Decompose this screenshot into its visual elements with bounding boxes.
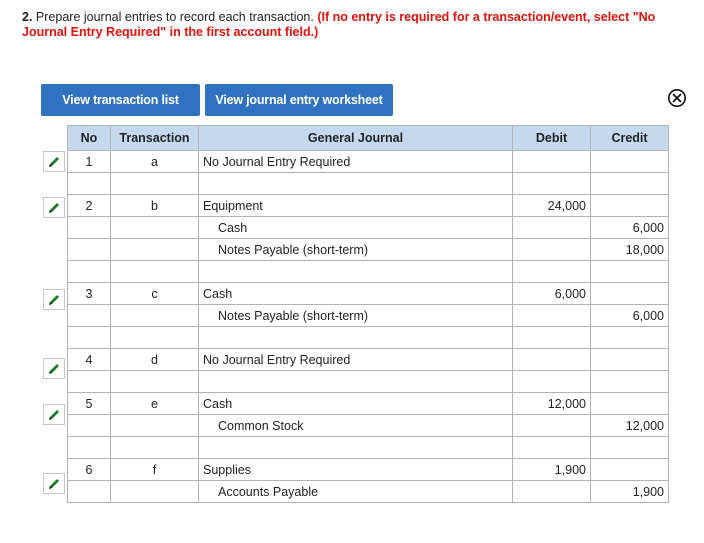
question-number: 2.: [22, 10, 33, 24]
credit-cell[interactable]: [591, 283, 669, 305]
no-cell: [68, 415, 111, 437]
account-cell[interactable]: Cash: [199, 217, 513, 239]
transaction-cell: c: [111, 283, 199, 305]
account-cell[interactable]: Cash: [199, 393, 513, 415]
credit-cell[interactable]: 6,000: [591, 217, 669, 239]
no-cell: [68, 327, 111, 349]
account-cell[interactable]: Notes Payable (short-term): [199, 239, 513, 261]
header-debit: Debit: [513, 126, 591, 151]
table-row: [68, 195, 669, 217]
no-cell: [68, 239, 111, 261]
transaction-cell: [111, 261, 199, 283]
no-cell: 1: [68, 151, 111, 173]
credit-cell[interactable]: [591, 459, 669, 481]
transaction-cell: [111, 415, 199, 437]
transaction-cell: f: [111, 459, 199, 481]
table-row: [68, 437, 669, 459]
account-cell[interactable]: No Journal Entry Required: [199, 349, 513, 371]
view-transaction-list-button[interactable]: View transaction list: [41, 84, 200, 116]
header-no: No: [68, 126, 111, 151]
no-cell: [68, 371, 111, 393]
table-row: [68, 481, 669, 503]
transaction-cell: [111, 481, 199, 503]
credit-cell[interactable]: [591, 437, 669, 459]
debit-cell[interactable]: [513, 151, 591, 173]
account-cell[interactable]: [199, 327, 513, 349]
credit-cell[interactable]: [591, 327, 669, 349]
account-cell[interactable]: [199, 261, 513, 283]
no-cell: 2: [68, 195, 111, 217]
credit-cell[interactable]: [591, 349, 669, 371]
no-cell: [68, 261, 111, 283]
transaction-cell: [111, 327, 199, 349]
table-row: [68, 217, 669, 239]
edit-entry-2-icon[interactable]: [43, 197, 65, 218]
credit-cell[interactable]: 6,000: [591, 305, 669, 327]
debit-cell[interactable]: [513, 349, 591, 371]
table-row: [68, 151, 669, 173]
debit-cell[interactable]: 24,000: [513, 195, 591, 217]
account-cell[interactable]: [199, 173, 513, 195]
question-text: Prepare journal entries to record each transaction.: [35, 10, 314, 24]
no-cell: 6: [68, 459, 111, 481]
no-cell: [68, 173, 111, 195]
edit-entry-5-icon[interactable]: [43, 404, 65, 425]
journal-table: [67, 125, 669, 503]
transaction-cell: a: [111, 151, 199, 173]
credit-cell[interactable]: 12,000: [591, 415, 669, 437]
transaction-cell: e: [111, 393, 199, 415]
account-cell[interactable]: No Journal Entry Required: [199, 151, 513, 173]
table-row: [68, 393, 669, 415]
no-cell: [68, 217, 111, 239]
edit-entry-1-icon[interactable]: [43, 151, 65, 172]
transaction-cell: [111, 371, 199, 393]
view-journal-entry-worksheet-button[interactable]: View journal entry worksheet: [205, 84, 393, 116]
no-cell: 5: [68, 393, 111, 415]
account-cell[interactable]: Supplies: [199, 459, 513, 481]
table-row: [68, 173, 669, 195]
table-row: [68, 283, 669, 305]
credit-cell[interactable]: [591, 261, 669, 283]
transaction-cell: d: [111, 349, 199, 371]
debit-cell[interactable]: [513, 261, 591, 283]
account-cell[interactable]: Accounts Payable: [199, 481, 513, 503]
no-cell: 3: [68, 283, 111, 305]
transaction-cell: b: [111, 195, 199, 217]
table-row: [68, 459, 669, 481]
debit-cell[interactable]: [513, 305, 591, 327]
table-row: [68, 371, 669, 393]
credit-cell[interactable]: [591, 393, 669, 415]
header-general-journal: General Journal: [199, 126, 513, 151]
credit-cell[interactable]: [591, 173, 669, 195]
no-cell: [68, 437, 111, 459]
debit-cell[interactable]: [513, 327, 591, 349]
table-row: [68, 261, 669, 283]
transaction-cell: [111, 239, 199, 261]
transaction-cell: [111, 217, 199, 239]
edit-entry-6-icon[interactable]: [43, 473, 65, 494]
debit-cell[interactable]: [513, 371, 591, 393]
transaction-cell: [111, 173, 199, 195]
no-cell: [68, 481, 111, 503]
account-cell[interactable]: [199, 437, 513, 459]
transaction-cell: [111, 437, 199, 459]
debit-cell[interactable]: [513, 239, 591, 261]
credit-cell[interactable]: [591, 371, 669, 393]
table-row: [68, 349, 669, 371]
table-row: [68, 415, 669, 437]
debit-cell[interactable]: 1,900: [513, 459, 591, 481]
header-transaction: Transaction: [111, 126, 199, 151]
account-cell[interactable]: Cash: [199, 283, 513, 305]
debit-cell[interactable]: [513, 217, 591, 239]
account-cell[interactable]: Equipment: [199, 195, 513, 217]
credit-cell[interactable]: [591, 151, 669, 173]
header-credit: Credit: [591, 126, 669, 151]
debit-cell[interactable]: [513, 481, 591, 503]
question-prompt: [22, 10, 692, 40]
table-header-row: [68, 126, 669, 151]
account-cell[interactable]: Common Stock: [199, 415, 513, 437]
table-row: [68, 327, 669, 349]
close-icon[interactable]: [667, 88, 687, 108]
debit-cell[interactable]: [513, 437, 591, 459]
credit-cell[interactable]: 1,900: [591, 481, 669, 503]
question-instruction: (If no entry is required for a transaction/event, select "No Journal Entry Required" in the first account field.): [22, 10, 656, 39]
debit-cell[interactable]: [513, 415, 591, 437]
no-cell: [68, 305, 111, 327]
no-cell: 4: [68, 349, 111, 371]
debit-cell[interactable]: [513, 173, 591, 195]
account-cell[interactable]: Notes Payable (short-term): [199, 305, 513, 327]
debit-cell[interactable]: 12,000: [513, 393, 591, 415]
credit-cell[interactable]: [591, 195, 669, 217]
table-row: [68, 305, 669, 327]
credit-cell[interactable]: 18,000: [591, 239, 669, 261]
debit-cell[interactable]: 6,000: [513, 283, 591, 305]
transaction-cell: [111, 305, 199, 327]
edit-entry-3-icon[interactable]: [43, 289, 65, 310]
edit-entry-4-icon[interactable]: [43, 358, 65, 379]
table-row: [68, 239, 669, 261]
account-cell[interactable]: [199, 371, 513, 393]
